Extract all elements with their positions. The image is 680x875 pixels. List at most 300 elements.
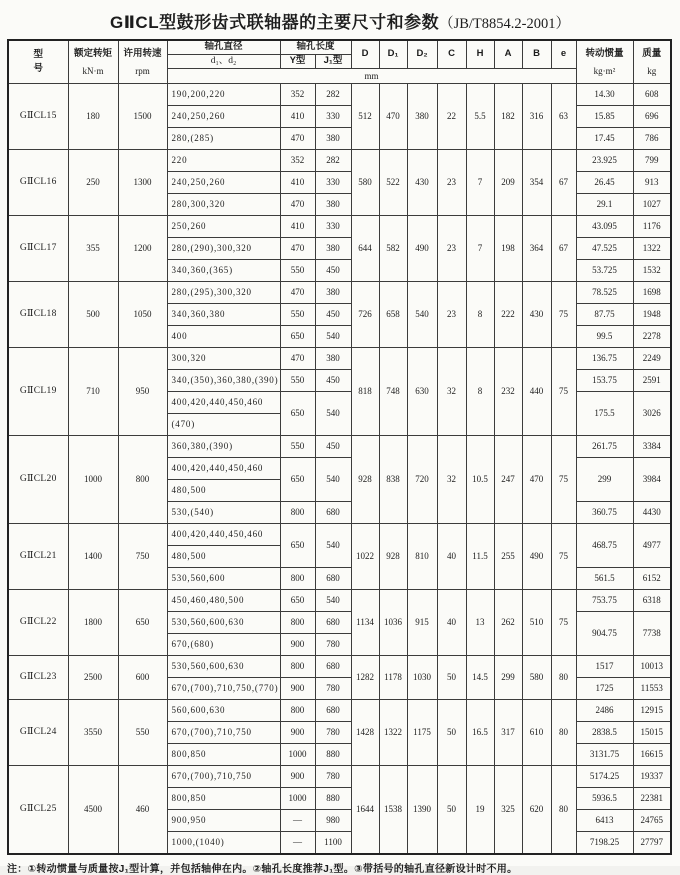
dim-B-cell: 354 [522, 149, 551, 215]
moment-of-inertia-cell: 561.5 [576, 567, 633, 589]
y-type-length-cell: — [280, 831, 315, 854]
rated-torque-cell: 3550 [68, 699, 118, 765]
bore-diameter-cell: 240,250,260 [167, 171, 280, 193]
mass-cell: 1532 [633, 259, 671, 281]
dim-D2-cell: 430 [407, 149, 437, 215]
bore-diameter-cell: 900,950 [167, 809, 280, 831]
table-row [8, 215, 671, 237]
dim-A-cell: 299 [494, 655, 522, 699]
bore-diameter-cell: 800,850 [167, 787, 280, 809]
dim-A-cell: 325 [494, 765, 522, 854]
j1-type-length-cell: 380 [315, 281, 351, 303]
j1-type-length-cell: 880 [315, 743, 351, 765]
j1-type-length-cell: 780 [315, 677, 351, 699]
dim-D2-cell: 1030 [407, 655, 437, 699]
dim-D1-cell: 1036 [379, 589, 407, 655]
dim-D-cell: 726 [351, 281, 379, 347]
header-bore-length: 轴孔长度 [280, 40, 351, 54]
mass-cell: 3984 [633, 457, 671, 501]
j1-type-length-cell: 780 [315, 721, 351, 743]
dim-H-cell: 7 [466, 149, 494, 215]
header-bore-diameter-symbols: d₁、d₂ [167, 54, 280, 68]
dim-D2-cell: 810 [407, 523, 437, 589]
j1-type-length-cell: 680 [315, 699, 351, 721]
header-dim-e: e [551, 40, 576, 68]
header-bore-diameter: 轴孔直径 [167, 40, 280, 54]
mass-cell: 1698 [633, 281, 671, 303]
bore-diameter-cell: 400,420,440,450,460 [167, 391, 280, 413]
j1-type-length-cell: 980 [315, 809, 351, 831]
dim-C-cell: 50 [437, 699, 466, 765]
dim-e-cell: 67 [551, 215, 576, 281]
dim-B-cell: 610 [522, 699, 551, 765]
j1-type-length-cell: 540 [315, 523, 351, 567]
dim-e-cell: 75 [551, 281, 576, 347]
table-row [8, 347, 671, 369]
dim-e-cell: 75 [551, 523, 576, 589]
moment-of-inertia-cell: 26.45 [576, 171, 633, 193]
header-dim-D2: D₂ [407, 40, 437, 68]
j1-type-length-cell: 282 [315, 149, 351, 171]
y-type-length-cell: 900 [280, 677, 315, 699]
moment-of-inertia-cell: 175.5 [576, 391, 633, 435]
j1-type-length-cell: 540 [315, 391, 351, 435]
bore-diameter-cell: 280,(285) [167, 127, 280, 149]
y-type-length-cell: 650 [280, 523, 315, 567]
j1-type-length-cell: 450 [315, 435, 351, 457]
j1-type-length-cell: 680 [315, 655, 351, 677]
dim-A-cell: 262 [494, 589, 522, 655]
y-type-length-cell: 550 [280, 303, 315, 325]
dim-A-cell: 247 [494, 435, 522, 523]
mass-cell: 1027 [633, 193, 671, 215]
y-type-length-cell: 800 [280, 501, 315, 523]
bore-diameter-cell: 670,(700),710,750 [167, 765, 280, 787]
y-type-length-cell: 352 [280, 149, 315, 171]
header-model: 型号 [8, 40, 68, 83]
moment-of-inertia-cell: 47.525 [576, 237, 633, 259]
bore-diameter-cell: 670,(700),710,750 [167, 721, 280, 743]
dim-D1-cell: 748 [379, 347, 407, 435]
dim-B-cell: 364 [522, 215, 551, 281]
dim-D2-cell: 915 [407, 589, 437, 655]
dim-D-cell: 1134 [351, 589, 379, 655]
dim-C-cell: 40 [437, 523, 466, 589]
y-type-length-cell: 550 [280, 435, 315, 457]
y-type-length-cell: 800 [280, 699, 315, 721]
dim-D2-cell: 490 [407, 215, 437, 281]
j1-type-length-cell: 880 [315, 787, 351, 809]
dim-C-cell: 23 [437, 149, 466, 215]
y-type-length-cell: 650 [280, 589, 315, 611]
dim-D2-cell: 1390 [407, 765, 437, 854]
table-row [8, 589, 671, 611]
moment-of-inertia-cell: 360.75 [576, 501, 633, 523]
dim-B-cell: 620 [522, 765, 551, 854]
coupling-parameters-table [7, 39, 672, 855]
dim-B-cell: 470 [522, 435, 551, 523]
moment-of-inertia-cell: 136.75 [576, 347, 633, 369]
mass-cell: 19337 [633, 765, 671, 787]
y-type-length-cell: 900 [280, 765, 315, 787]
dim-C-cell: 32 [437, 435, 466, 523]
dim-D-cell: 580 [351, 149, 379, 215]
mass-cell: 15015 [633, 721, 671, 743]
j1-type-length-cell: 380 [315, 347, 351, 369]
dim-D1-cell: 658 [379, 281, 407, 347]
dim-D-cell: 818 [351, 347, 379, 435]
y-type-length-cell: 410 [280, 215, 315, 237]
mass-cell: 608 [633, 83, 671, 105]
mass-cell: 1948 [633, 303, 671, 325]
allowable-speed-cell: 460 [118, 765, 167, 854]
rated-torque-cell: 1400 [68, 523, 118, 589]
mass-cell: 786 [633, 127, 671, 149]
j1-type-length-cell: 450 [315, 259, 351, 281]
j1-type-length-cell: 540 [315, 457, 351, 501]
table-row [8, 281, 671, 303]
header-dim-D: D [351, 40, 379, 68]
model-cell: GⅡCL25 [8, 765, 68, 854]
table-row [8, 523, 671, 545]
bore-diameter-cell: 240,250,260 [167, 105, 280, 127]
mass-cell: 11553 [633, 677, 671, 699]
mass-cell: 7738 [633, 611, 671, 655]
y-type-length-cell: 800 [280, 567, 315, 589]
j1-type-length-cell: 380 [315, 237, 351, 259]
mass-cell: 1322 [633, 237, 671, 259]
dim-H-cell: 7 [466, 215, 494, 281]
header-mass: 质量 kg [633, 40, 671, 83]
header-dim-A: A [494, 40, 522, 68]
dim-e-cell: 75 [551, 435, 576, 523]
y-type-length-cell: 470 [280, 193, 315, 215]
moment-of-inertia-cell: 153.75 [576, 369, 633, 391]
mass-cell: 4430 [633, 501, 671, 523]
model-cell: GⅡCL17 [8, 215, 68, 281]
allowable-speed-cell: 600 [118, 655, 167, 699]
allowable-speed-cell: 800 [118, 435, 167, 523]
dim-D-cell: 1428 [351, 699, 379, 765]
dim-H-cell: 19 [466, 765, 494, 854]
dim-A-cell: 255 [494, 523, 522, 589]
dim-e-cell: 80 [551, 699, 576, 765]
moment-of-inertia-cell: 5174.25 [576, 765, 633, 787]
header-rated-torque: 额定转矩 kN·m [68, 40, 118, 83]
dim-D1-cell: 1538 [379, 765, 407, 854]
title-main: GⅡCL型鼓形齿式联轴器的主要尺寸和参数 [110, 13, 440, 32]
dim-D2-cell: 1175 [407, 699, 437, 765]
dim-A-cell: 198 [494, 215, 522, 281]
dim-D-cell: 644 [351, 215, 379, 281]
dim-D1-cell: 838 [379, 435, 407, 523]
mass-cell: 1176 [633, 215, 671, 237]
dim-A-cell: 222 [494, 281, 522, 347]
mass-cell: 27797 [633, 831, 671, 854]
y-type-length-cell: 650 [280, 325, 315, 347]
mass-cell: 2249 [633, 347, 671, 369]
j1-type-length-cell: 330 [315, 215, 351, 237]
moment-of-inertia-cell: 15.85 [576, 105, 633, 127]
bore-diameter-cell: 800,850 [167, 743, 280, 765]
dim-C-cell: 40 [437, 589, 466, 655]
mass-cell: 2591 [633, 369, 671, 391]
allowable-speed-cell: 1500 [118, 83, 167, 149]
bore-diameter-cell: 400,420,440,450,460 [167, 457, 280, 479]
y-type-length-cell: 800 [280, 655, 315, 677]
allowable-speed-cell: 950 [118, 347, 167, 435]
model-cell: GⅡCL18 [8, 281, 68, 347]
model-cell: GⅡCL24 [8, 699, 68, 765]
table-row [8, 765, 671, 787]
moment-of-inertia-cell: 99.5 [576, 325, 633, 347]
dim-A-cell: 232 [494, 347, 522, 435]
table-row [8, 149, 671, 171]
header-dim-D1: D₁ [379, 40, 407, 68]
moment-of-inertia-cell: 904.75 [576, 611, 633, 655]
y-type-length-cell: 900 [280, 633, 315, 655]
rated-torque-cell: 500 [68, 281, 118, 347]
bore-diameter-cell: 530,(540) [167, 501, 280, 523]
dim-H-cell: 5.5 [466, 83, 494, 149]
dim-H-cell: 8 [466, 281, 494, 347]
bore-diameter-cell: 340,360,380 [167, 303, 280, 325]
table-header [8, 40, 671, 83]
y-type-length-cell: 470 [280, 127, 315, 149]
dim-D1-cell: 470 [379, 83, 407, 149]
dim-C-cell: 50 [437, 655, 466, 699]
dim-D1-cell: 1178 [379, 655, 407, 699]
mass-cell: 6152 [633, 567, 671, 589]
j1-type-length-cell: 450 [315, 369, 351, 391]
j1-type-length-cell: 680 [315, 501, 351, 523]
j1-type-length-cell: 540 [315, 589, 351, 611]
moment-of-inertia-cell: 78.525 [576, 281, 633, 303]
bore-diameter-cell: 280,300,320 [167, 193, 280, 215]
footnote: 注：①转动惯量与质量按J₁型计算，并包括轴伸在内。②轴孔长度推荐J₁型。③带括号的轴孔直径新设计时不用。 [7, 863, 518, 875]
header-dim-B: B [522, 40, 551, 68]
dim-C-cell: 32 [437, 347, 466, 435]
dim-C-cell: 22 [437, 83, 466, 149]
dim-D-cell: 512 [351, 83, 379, 149]
mass-cell: 3026 [633, 391, 671, 435]
dim-D1-cell: 522 [379, 149, 407, 215]
bore-diameter-cell: 340,360,(365) [167, 259, 280, 281]
bore-diameter-cell: 560,600,630 [167, 699, 280, 721]
bore-diameter-cell: 530,560,600,630 [167, 611, 280, 633]
j1-type-length-cell: 330 [315, 105, 351, 127]
y-type-length-cell: 650 [280, 457, 315, 501]
dim-D2-cell: 720 [407, 435, 437, 523]
title-standard-ref: （JB/T8854.2-2001） [439, 16, 570, 32]
table-row [8, 83, 671, 105]
dim-B-cell: 510 [522, 589, 551, 655]
bore-diameter-cell: 190,200,220 [167, 83, 280, 105]
j1-type-length-cell: 450 [315, 303, 351, 325]
dim-D-cell: 1282 [351, 655, 379, 699]
j1-type-length-cell: 330 [315, 171, 351, 193]
j1-type-length-cell: 780 [315, 633, 351, 655]
dim-A-cell: 317 [494, 699, 522, 765]
y-type-length-cell: 800 [280, 611, 315, 633]
y-type-length-cell: 900 [280, 721, 315, 743]
table-body [8, 83, 671, 854]
j1-type-length-cell: 680 [315, 611, 351, 633]
dim-e-cell: 80 [551, 655, 576, 699]
mass-cell: 12915 [633, 699, 671, 721]
bore-diameter-cell: 480,500 [167, 545, 280, 567]
header-dim-H: H [466, 40, 494, 68]
j1-type-length-cell: 540 [315, 325, 351, 347]
rated-torque-cell: 250 [68, 149, 118, 215]
j1-type-length-cell: 282 [315, 83, 351, 105]
dim-B-cell: 316 [522, 83, 551, 149]
y-type-length-cell: 470 [280, 237, 315, 259]
header-j1-type: J₁型 [315, 54, 351, 68]
allowable-speed-cell: 1200 [118, 215, 167, 281]
dim-D1-cell: 1322 [379, 699, 407, 765]
header-allowable-speed: 许用转速 rpm [118, 40, 167, 83]
rated-torque-cell: 180 [68, 83, 118, 149]
dim-H-cell: 8 [466, 347, 494, 435]
y-type-length-cell: 470 [280, 347, 315, 369]
y-type-length-cell: — [280, 809, 315, 831]
rated-torque-cell: 355 [68, 215, 118, 281]
dim-A-cell: 209 [494, 149, 522, 215]
moment-of-inertia-cell: 3131.75 [576, 743, 633, 765]
table-row [8, 655, 671, 677]
moment-of-inertia-cell: 43.095 [576, 215, 633, 237]
moment-of-inertia-cell: 53.725 [576, 259, 633, 281]
moment-of-inertia-cell: 2838.5 [576, 721, 633, 743]
dim-H-cell: 13 [466, 589, 494, 655]
dim-B-cell: 430 [522, 281, 551, 347]
moment-of-inertia-cell: 17.45 [576, 127, 633, 149]
dim-e-cell: 75 [551, 589, 576, 655]
allowable-speed-cell: 650 [118, 589, 167, 655]
dim-D-cell: 1644 [351, 765, 379, 854]
bore-diameter-cell: 670,(680) [167, 633, 280, 655]
j1-type-length-cell: 780 [315, 765, 351, 787]
dim-C-cell: 23 [437, 215, 466, 281]
moment-of-inertia-cell: 7198.25 [576, 831, 633, 854]
mass-cell: 16615 [633, 743, 671, 765]
y-type-length-cell: 550 [280, 369, 315, 391]
y-type-length-cell: 650 [280, 391, 315, 435]
rated-torque-cell: 4500 [68, 765, 118, 854]
bore-diameter-cell: 450,460,480,500 [167, 589, 280, 611]
bore-diameter-cell: 340,(350),360,380,(390) [167, 369, 280, 391]
allowable-speed-cell: 1050 [118, 281, 167, 347]
allowable-speed-cell: 550 [118, 699, 167, 765]
header-mm-unit: mm [167, 68, 576, 83]
bore-diameter-cell: 280,(295),300,320 [167, 281, 280, 303]
y-type-length-cell: 470 [280, 281, 315, 303]
moment-of-inertia-cell: 6413 [576, 809, 633, 831]
mass-cell: 3384 [633, 435, 671, 457]
mass-cell: 2278 [633, 325, 671, 347]
bore-diameter-cell: 1000,(1040) [167, 831, 280, 854]
dim-B-cell: 490 [522, 523, 551, 589]
dim-B-cell: 580 [522, 655, 551, 699]
table-row [8, 699, 671, 721]
y-type-length-cell: 410 [280, 171, 315, 193]
j1-type-length-cell: 1100 [315, 831, 351, 854]
dim-D1-cell: 928 [379, 523, 407, 589]
model-cell: GⅡCL16 [8, 149, 68, 215]
mass-cell: 696 [633, 105, 671, 127]
moment-of-inertia-cell: 1725 [576, 677, 633, 699]
moment-of-inertia-cell: 753.75 [576, 589, 633, 611]
header-y-type: Y型 [280, 54, 315, 68]
bore-diameter-cell: 220 [167, 149, 280, 171]
bore-diameter-cell: 300,320 [167, 347, 280, 369]
rated-torque-cell: 710 [68, 347, 118, 435]
model-cell: GⅡCL22 [8, 589, 68, 655]
moment-of-inertia-cell: 29.1 [576, 193, 633, 215]
moment-of-inertia-cell: 14.30 [576, 83, 633, 105]
model-cell: GⅡCL15 [8, 83, 68, 149]
dim-D-cell: 928 [351, 435, 379, 523]
rated-torque-cell: 1800 [68, 589, 118, 655]
dim-D2-cell: 630 [407, 347, 437, 435]
dim-C-cell: 23 [437, 281, 466, 347]
dim-A-cell: 182 [494, 83, 522, 149]
dim-D1-cell: 582 [379, 215, 407, 281]
mass-cell: 4977 [633, 523, 671, 567]
dim-H-cell: 11.5 [466, 523, 494, 589]
bore-diameter-cell: 670,(700),710,750,(770) [167, 677, 280, 699]
moment-of-inertia-cell: 261.75 [576, 435, 633, 457]
bore-diameter-cell: 480,500 [167, 479, 280, 501]
bore-diameter-cell: 360,380,(390) [167, 435, 280, 457]
dim-D2-cell: 380 [407, 83, 437, 149]
mass-cell: 6318 [633, 589, 671, 611]
header-dim-C: C [437, 40, 466, 68]
bore-diameter-cell: 400,420,440,450,460 [167, 523, 280, 545]
dim-B-cell: 440 [522, 347, 551, 435]
moment-of-inertia-cell: 2486 [576, 699, 633, 721]
dim-e-cell: 67 [551, 149, 576, 215]
model-cell: GⅡCL21 [8, 523, 68, 589]
bore-diameter-cell: 530,560,600 [167, 567, 280, 589]
y-type-length-cell: 352 [280, 83, 315, 105]
j1-type-length-cell: 680 [315, 567, 351, 589]
allowable-speed-cell: 1300 [118, 149, 167, 215]
mass-cell: 24765 [633, 809, 671, 831]
header-moment-of-inertia: 转动惯量 kg·m² [576, 40, 633, 83]
table-row [8, 435, 671, 457]
model-cell: GⅡCL19 [8, 347, 68, 435]
dim-e-cell: 80 [551, 765, 576, 854]
rated-torque-cell: 2500 [68, 655, 118, 699]
mass-cell: 799 [633, 149, 671, 171]
y-type-length-cell: 1000 [280, 743, 315, 765]
moment-of-inertia-cell: 87.75 [576, 303, 633, 325]
dim-e-cell: 75 [551, 347, 576, 435]
j1-type-length-cell: 380 [315, 193, 351, 215]
dim-C-cell: 50 [437, 765, 466, 854]
y-type-length-cell: 410 [280, 105, 315, 127]
moment-of-inertia-cell: 23.925 [576, 149, 633, 171]
moment-of-inertia-cell: 5936.5 [576, 787, 633, 809]
bore-diameter-cell: (470) [167, 413, 280, 435]
bore-diameter-cell: 250,260 [167, 215, 280, 237]
dim-D2-cell: 540 [407, 281, 437, 347]
j1-type-length-cell: 380 [315, 127, 351, 149]
rated-torque-cell: 1000 [68, 435, 118, 523]
y-type-length-cell: 1000 [280, 787, 315, 809]
